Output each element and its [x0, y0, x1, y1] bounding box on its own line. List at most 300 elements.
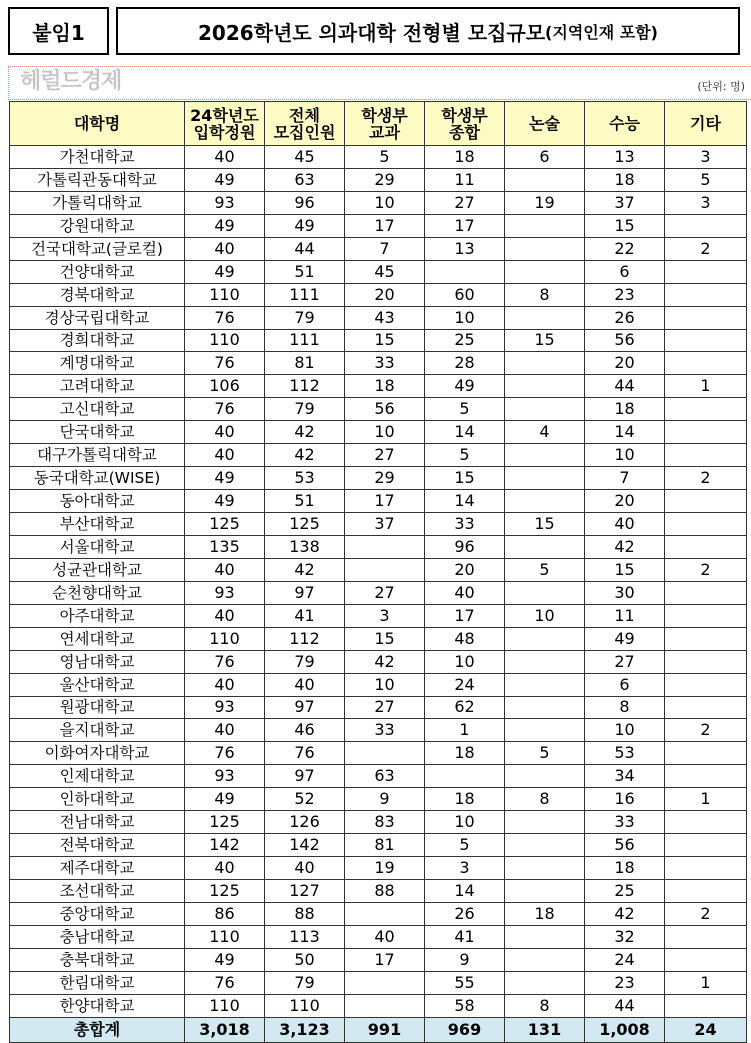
- cell-essay: 5: [505, 558, 585, 581]
- cell-csat: 24: [585, 948, 665, 971]
- cell-school-record-grades: 42: [345, 650, 425, 673]
- cell-essay: [505, 535, 585, 558]
- cell-total-recruit: 51: [265, 490, 345, 513]
- cell-school-record-comprehensive: 20: [425, 558, 505, 581]
- cell-essay: [505, 375, 585, 398]
- cell-total-recruit: 40: [265, 857, 345, 880]
- cell-school-record-comprehensive: 62: [425, 696, 505, 719]
- cell-school-record-grades: 3: [345, 604, 425, 627]
- cell-school-record-grades: 37: [345, 513, 425, 536]
- cell-university: 경북대학교: [10, 283, 185, 306]
- table-row: [10, 146, 747, 169]
- cell-university: 경상국립대학교: [10, 306, 185, 329]
- cell-university: 중앙대학교: [10, 902, 185, 925]
- cell-university: 원광대학교: [10, 696, 185, 719]
- cell-total-recruit: 79: [265, 398, 345, 421]
- cell-essay: [505, 650, 585, 673]
- cell-school-record-comprehensive: 5: [425, 834, 505, 857]
- cell-essay: 8: [505, 788, 585, 811]
- cell-other: 2: [665, 719, 747, 742]
- cell-school-record-comprehensive: 28: [425, 352, 505, 375]
- cell-total-recruit: 111: [265, 329, 345, 352]
- cell-total-recruit: 88: [265, 902, 345, 925]
- cell-other: [665, 925, 747, 948]
- cell-csat: 18: [585, 168, 665, 191]
- cell-total-recruit: 112: [265, 375, 345, 398]
- column-header-total-recruit: [265, 102, 345, 146]
- table-row: [10, 444, 747, 467]
- cell-school-record-comprehensive: 24: [425, 673, 505, 696]
- column-header-text: 전체 모집인원: [273, 105, 336, 142]
- cell-quota-2024: 49: [185, 948, 265, 971]
- attachment-label: [8, 7, 109, 55]
- cell-school-record-comprehensive: 17: [425, 214, 505, 237]
- cell-quota-2024: 110: [185, 925, 265, 948]
- cell-total-recruit: 110: [265, 994, 345, 1017]
- cell-school-record-grades: 9: [345, 788, 425, 811]
- cell-school-record-grades: 19: [345, 857, 425, 880]
- table-row: [10, 765, 747, 788]
- cell-csat: 7: [585, 467, 665, 490]
- table-row: [10, 880, 747, 903]
- column-header-university: [10, 102, 185, 146]
- cell-csat: 16: [585, 788, 665, 811]
- cell-quota-2024: 76: [185, 398, 265, 421]
- cell-university: 순천향대학교: [10, 581, 185, 604]
- cell-university: 가천대학교: [10, 146, 185, 169]
- cell-csat: 11: [585, 604, 665, 627]
- cell-school-record-grades: 56: [345, 398, 425, 421]
- cell-school-record-grades: 17: [345, 490, 425, 513]
- table-row: [10, 650, 747, 673]
- cell-essay: [505, 696, 585, 719]
- cell-school-record-grades: 43: [345, 306, 425, 329]
- cell-total-recruit: 142: [265, 834, 345, 857]
- cell-quota-2024: 125: [185, 880, 265, 903]
- cell-quota-2024: 76: [185, 971, 265, 994]
- cell-school-record-comprehensive: 58: [425, 994, 505, 1017]
- cell-school-record-grades: 40: [345, 925, 425, 948]
- cell-quota-2024: 49: [185, 260, 265, 283]
- total-school-record-comprehensive: 969: [425, 1017, 505, 1042]
- cell-other: 1: [665, 788, 747, 811]
- column-header-text: 논술: [529, 114, 560, 133]
- cell-other: [665, 581, 747, 604]
- cell-other: 2: [665, 902, 747, 925]
- cell-school-record-grades: 10: [345, 673, 425, 696]
- cell-university: 건양대학교: [10, 260, 185, 283]
- table-row: [10, 788, 747, 811]
- cell-school-record-comprehensive: [425, 765, 505, 788]
- cell-csat: 23: [585, 283, 665, 306]
- cell-university: 영남대학교: [10, 650, 185, 673]
- cell-total-recruit: 126: [265, 811, 345, 834]
- cell-school-record-comprehensive: 18: [425, 742, 505, 765]
- cell-university: 건국대학교(글로컬): [10, 237, 185, 260]
- cell-csat: 15: [585, 214, 665, 237]
- cell-quota-2024: 76: [185, 650, 265, 673]
- cell-other: 3: [665, 146, 747, 169]
- table-row: [10, 604, 747, 627]
- cell-school-record-comprehensive: 14: [425, 880, 505, 903]
- cell-school-record-grades: 88: [345, 880, 425, 903]
- table-row: [10, 237, 747, 260]
- admissions-table: [9, 101, 747, 1043]
- cell-university: 서울대학교: [10, 535, 185, 558]
- cell-university: 연세대학교: [10, 627, 185, 650]
- column-header-text: 학생부 교과: [361, 105, 408, 142]
- cell-university: 동아대학교: [10, 490, 185, 513]
- cell-total-recruit: 79: [265, 971, 345, 994]
- cell-csat: 18: [585, 857, 665, 880]
- cell-school-record-comprehensive: 26: [425, 902, 505, 925]
- cell-other: [665, 421, 747, 444]
- cell-school-record-comprehensive: 60: [425, 283, 505, 306]
- cell-school-record-grades: [345, 971, 425, 994]
- cell-essay: [505, 306, 585, 329]
- total-essay: 131: [505, 1017, 585, 1042]
- table-row: [10, 513, 747, 536]
- cell-total-recruit: 49: [265, 214, 345, 237]
- cell-essay: [505, 627, 585, 650]
- table-row: [10, 490, 747, 513]
- table-row: [10, 398, 747, 421]
- table-row: [10, 627, 747, 650]
- cell-csat: 18: [585, 398, 665, 421]
- cell-total-recruit: 63: [265, 168, 345, 191]
- cell-other: [665, 214, 747, 237]
- cell-quota-2024: 49: [185, 788, 265, 811]
- cell-other: [665, 650, 747, 673]
- cell-school-record-grades: 83: [345, 811, 425, 834]
- cell-quota-2024: 93: [185, 581, 265, 604]
- cell-quota-2024: 40: [185, 237, 265, 260]
- cell-total-recruit: 42: [265, 558, 345, 581]
- cell-quota-2024: 49: [185, 214, 265, 237]
- cell-school-record-comprehensive: 14: [425, 421, 505, 444]
- cell-university: 인제대학교: [10, 765, 185, 788]
- cell-essay: [505, 237, 585, 260]
- cell-quota-2024: 110: [185, 283, 265, 306]
- cell-university: 가톨릭관동대학교: [10, 168, 185, 191]
- table-row: [10, 283, 747, 306]
- cell-university: 고려대학교: [10, 375, 185, 398]
- cell-essay: [505, 581, 585, 604]
- cell-school-record-comprehensive: 17: [425, 604, 505, 627]
- cell-university: 부산대학교: [10, 513, 185, 536]
- cell-total-recruit: 41: [265, 604, 345, 627]
- cell-csat: 8: [585, 696, 665, 719]
- cell-school-record-grades: 15: [345, 329, 425, 352]
- cell-school-record-comprehensive: 5: [425, 398, 505, 421]
- cell-school-record-comprehensive: 49: [425, 375, 505, 398]
- cell-csat: 53: [585, 742, 665, 765]
- cell-total-recruit: 96: [265, 191, 345, 214]
- cell-quota-2024: 93: [185, 191, 265, 214]
- cell-quota-2024: 135: [185, 535, 265, 558]
- cell-csat: 44: [585, 375, 665, 398]
- table-row: [10, 260, 747, 283]
- cell-other: [665, 329, 747, 352]
- total-csat: 1,008: [585, 1017, 665, 1042]
- cell-university: 대구가톨릭대학교: [10, 444, 185, 467]
- cell-csat: 40: [585, 513, 665, 536]
- cell-csat: 37: [585, 191, 665, 214]
- cell-other: [665, 283, 747, 306]
- cell-quota-2024: 76: [185, 742, 265, 765]
- cell-csat: 6: [585, 673, 665, 696]
- column-header-essay: [505, 102, 585, 146]
- cell-other: [665, 994, 747, 1017]
- total-university: 총합계: [10, 1017, 185, 1042]
- cell-school-record-comprehensive: 3: [425, 857, 505, 880]
- cell-school-record-comprehensive: 13: [425, 237, 505, 260]
- cell-csat: 15: [585, 558, 665, 581]
- title-text: 2026학년도 의과대학 전형별 모집규모: [198, 20, 546, 45]
- table-header-row: [10, 102, 747, 146]
- cell-essay: [505, 352, 585, 375]
- cell-quota-2024: 40: [185, 719, 265, 742]
- cell-other: [665, 834, 747, 857]
- cell-essay: 5: [505, 742, 585, 765]
- cell-csat: 49: [585, 627, 665, 650]
- cell-school-record-comprehensive: 10: [425, 650, 505, 673]
- cell-school-record-comprehensive: 55: [425, 971, 505, 994]
- cell-quota-2024: 93: [185, 765, 265, 788]
- total-school-record-grades: 991: [345, 1017, 425, 1042]
- cell-school-record-comprehensive: 40: [425, 581, 505, 604]
- cell-other: [665, 880, 747, 903]
- cell-school-record-comprehensive: 14: [425, 490, 505, 513]
- cell-csat: 20: [585, 352, 665, 375]
- table-row: [10, 925, 747, 948]
- cell-other: 2: [665, 467, 747, 490]
- cell-quota-2024: 49: [185, 168, 265, 191]
- cell-other: 1: [665, 971, 747, 994]
- cell-other: [665, 811, 747, 834]
- cell-total-recruit: 51: [265, 260, 345, 283]
- cell-total-recruit: 125: [265, 513, 345, 536]
- column-header-text: 학생부 종합: [441, 105, 488, 142]
- cell-essay: [505, 214, 585, 237]
- cell-university: 동국대학교(WISE): [10, 467, 185, 490]
- cell-other: [665, 696, 747, 719]
- cell-csat: 25: [585, 880, 665, 903]
- unit-note: (단위: 명): [697, 80, 745, 93]
- cell-school-record-grades: 10: [345, 191, 425, 214]
- document-title: [116, 7, 740, 55]
- cell-school-record-comprehensive: 27: [425, 191, 505, 214]
- cell-total-recruit: 81: [265, 352, 345, 375]
- cell-quota-2024: 76: [185, 306, 265, 329]
- cell-university: 단국대학교: [10, 421, 185, 444]
- cell-other: 3: [665, 191, 747, 214]
- cell-other: 2: [665, 237, 747, 260]
- cell-essay: [505, 467, 585, 490]
- cell-school-record-grades: [345, 742, 425, 765]
- cell-school-record-comprehensive: 41: [425, 925, 505, 948]
- cell-other: [665, 948, 747, 971]
- cell-quota-2024: 93: [185, 696, 265, 719]
- cell-quota-2024: 40: [185, 146, 265, 169]
- cell-school-record-grades: 29: [345, 168, 425, 191]
- cell-csat: 44: [585, 994, 665, 1017]
- cell-quota-2024: 106: [185, 375, 265, 398]
- cell-total-recruit: 97: [265, 765, 345, 788]
- cell-total-recruit: 44: [265, 237, 345, 260]
- cell-essay: [505, 834, 585, 857]
- table-row: [10, 352, 747, 375]
- table-row: [10, 696, 747, 719]
- cell-school-record-grades: 63: [345, 765, 425, 788]
- cell-total-recruit: 46: [265, 719, 345, 742]
- table-row: [10, 719, 747, 742]
- cell-essay: 10: [505, 604, 585, 627]
- cell-essay: [505, 260, 585, 283]
- cell-total-recruit: 42: [265, 444, 345, 467]
- cell-csat: 13: [585, 146, 665, 169]
- column-header-quota-2024: [185, 102, 265, 146]
- cell-university: 가톨릭대학교: [10, 191, 185, 214]
- cell-school-record-comprehensive: 10: [425, 306, 505, 329]
- cell-university: 울산대학교: [10, 673, 185, 696]
- cell-school-record-grades: [345, 535, 425, 558]
- cell-university: 충남대학교: [10, 925, 185, 948]
- cell-total-recruit: 79: [265, 650, 345, 673]
- cell-school-record-grades: 45: [345, 260, 425, 283]
- table-row: [10, 191, 747, 214]
- cell-total-recruit: 79: [265, 306, 345, 329]
- cell-essay: 19: [505, 191, 585, 214]
- table-row: [10, 421, 747, 444]
- cell-csat: 42: [585, 902, 665, 925]
- cell-other: [665, 765, 747, 788]
- cell-other: 2: [665, 558, 747, 581]
- cell-csat: 23: [585, 971, 665, 994]
- cell-total-recruit: 97: [265, 696, 345, 719]
- column-header-text: 수능: [609, 114, 640, 133]
- cell-university: 한양대학교: [10, 994, 185, 1017]
- cell-essay: 6: [505, 146, 585, 169]
- cell-csat: 26: [585, 306, 665, 329]
- cell-school-record-comprehensive: 18: [425, 788, 505, 811]
- cell-school-record-grades: 7: [345, 237, 425, 260]
- cell-essay: [505, 444, 585, 467]
- cell-quota-2024: 142: [185, 834, 265, 857]
- cell-school-record-comprehensive: 96: [425, 535, 505, 558]
- cell-other: [665, 306, 747, 329]
- cell-school-record-grades: 15: [345, 627, 425, 650]
- cell-essay: 15: [505, 513, 585, 536]
- cell-university: 고신대학교: [10, 398, 185, 421]
- table-row: [10, 535, 747, 558]
- cell-essay: [505, 168, 585, 191]
- table-row: [10, 558, 747, 581]
- cell-essay: 8: [505, 994, 585, 1017]
- cell-school-record-grades: 33: [345, 352, 425, 375]
- cell-csat: 56: [585, 834, 665, 857]
- cell-csat: 20: [585, 490, 665, 513]
- total-total-recruit: 3,123: [265, 1017, 345, 1042]
- cell-csat: 42: [585, 535, 665, 558]
- cell-school-record-grades: 29: [345, 467, 425, 490]
- cell-quota-2024: 76: [185, 352, 265, 375]
- cell-school-record-grades: 10: [345, 421, 425, 444]
- cell-quota-2024: 49: [185, 490, 265, 513]
- cell-total-recruit: 40: [265, 673, 345, 696]
- cell-essay: [505, 811, 585, 834]
- cell-essay: 4: [505, 421, 585, 444]
- column-header-csat: [585, 102, 665, 146]
- cell-other: [665, 513, 747, 536]
- cell-school-record-comprehensive: 9: [425, 948, 505, 971]
- cell-school-record-grades: 5: [345, 146, 425, 169]
- cell-school-record-comprehensive: 33: [425, 513, 505, 536]
- cell-university: 조선대학교: [10, 880, 185, 903]
- cell-quota-2024: 40: [185, 444, 265, 467]
- cell-quota-2024: 86: [185, 902, 265, 925]
- cell-total-recruit: 76: [265, 742, 345, 765]
- column-header-text: 기타: [690, 114, 721, 133]
- column-header-text: 24학년도 입학정원: [190, 105, 259, 142]
- cell-school-record-comprehensive: 11: [425, 168, 505, 191]
- cell-essay: [505, 925, 585, 948]
- cell-school-record-grades: 17: [345, 948, 425, 971]
- cell-csat: 6: [585, 260, 665, 283]
- cell-total-recruit: 112: [265, 627, 345, 650]
- cell-quota-2024: 40: [185, 673, 265, 696]
- cell-total-recruit: 45: [265, 146, 345, 169]
- cell-school-record-comprehensive: 5: [425, 444, 505, 467]
- cell-other: [665, 673, 747, 696]
- cell-other: [665, 857, 747, 880]
- cell-university: 계명대학교: [10, 352, 185, 375]
- column-header-other: [665, 102, 747, 146]
- cell-total-recruit: 53: [265, 467, 345, 490]
- cell-total-recruit: 50: [265, 948, 345, 971]
- total-row: [10, 1017, 747, 1042]
- table-row: [10, 994, 747, 1017]
- cell-university: 이화여자대학교: [10, 742, 185, 765]
- cell-other: [665, 398, 747, 421]
- cell-school-record-grades: [345, 902, 425, 925]
- cell-school-record-grades: 27: [345, 696, 425, 719]
- cell-essay: [505, 857, 585, 880]
- cell-school-record-comprehensive: 25: [425, 329, 505, 352]
- cell-csat: 10: [585, 719, 665, 742]
- table-row: [10, 329, 747, 352]
- cell-essay: 18: [505, 902, 585, 925]
- cell-school-record-comprehensive: [425, 260, 505, 283]
- cell-university: 전남대학교: [10, 811, 185, 834]
- cell-essay: [505, 948, 585, 971]
- cell-school-record-comprehensive: 18: [425, 146, 505, 169]
- cell-quota-2024: 110: [185, 627, 265, 650]
- cell-school-record-grades: 17: [345, 214, 425, 237]
- total-quota-2024: 3,018: [185, 1017, 265, 1042]
- cell-total-recruit: 138: [265, 535, 345, 558]
- table-row: [10, 581, 747, 604]
- cell-school-record-grades: 33: [345, 719, 425, 742]
- cell-other: [665, 535, 747, 558]
- cell-total-recruit: 127: [265, 880, 345, 903]
- cell-csat: 14: [585, 421, 665, 444]
- table-row: [10, 467, 747, 490]
- title-suffix: (지역인재 포함): [545, 22, 658, 42]
- cell-school-record-grades: 27: [345, 444, 425, 467]
- cell-quota-2024: 125: [185, 811, 265, 834]
- cell-essay: [505, 490, 585, 513]
